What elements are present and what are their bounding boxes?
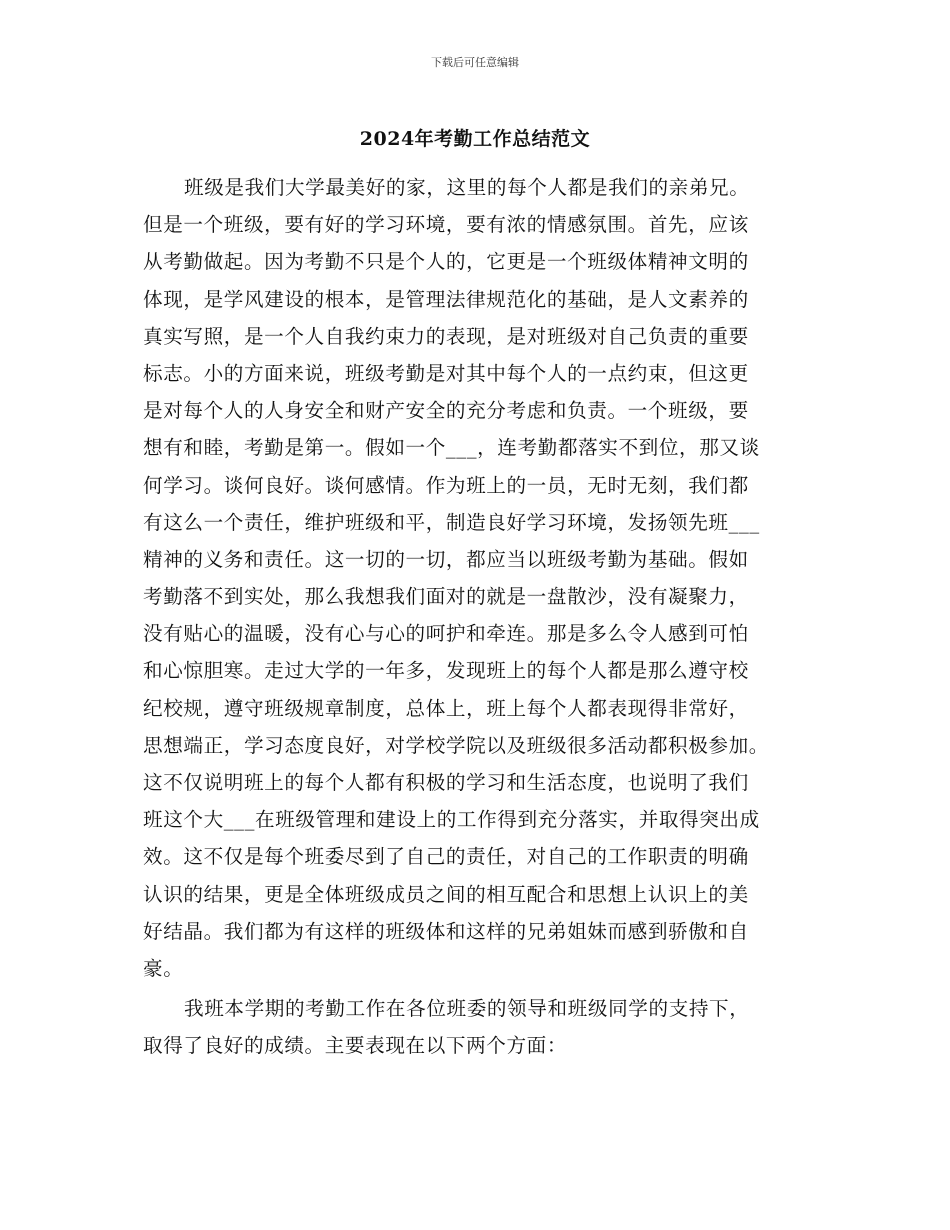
paragraph-line: 考勤落不到实处，那么我想我们面对的就是一盘散沙，没有凝聚力， [143, 585, 749, 609]
paragraph-line: 认识的结果，更是全体班级成员之间的相互配合和思想上认识上的美 [143, 882, 749, 906]
paragraph-line: 纪校规，遵守班级规章制度，总体上，班上每个人都表现得非常好， [143, 696, 749, 720]
paragraph-line: 从考勤做起。因为考勤不只是个人的，它更是一个班级体精神文明的 [143, 250, 749, 274]
paragraph-line: 豪。 [143, 956, 184, 980]
paragraph-line: 这不仅说明班上的每个人都有积极的学习和生活态度，也说明了我们 [143, 771, 749, 794]
paragraph-2 [143, 990, 823, 1064]
paragraph-line: 精神的义务和责任。这一切的一切，都应当以班级考勤为基础。假如 [143, 547, 749, 571]
paragraph-line: 效。这不仅是每个班委尽到了自己的责任，对自己的工作职责的明确 [143, 845, 749, 869]
paragraph-line: 体现，是学风建设的根本，是管理法律规范化的基础，是人文素养的 [143, 287, 749, 311]
paragraph-line: 真实写照，是一个人自我约束力的表现，是对班级对自己负责的重要 [143, 324, 749, 348]
paragraph-line: 和心惊胆寒。走过大学的一年多，发现班上的每个人都是那么遵守校 [143, 659, 749, 683]
paragraph-line: 班级是我们大学最美好的家，这里的每个人都是我们的亲弟兄。 [184, 176, 750, 199]
paragraph-line: 有这么一个责任，维护班级和平，制造良好学习环境，发扬领先班___ [143, 510, 760, 534]
paragraph-line: 没有贴心的温暖，没有心与心的呵护和牵连。那是多么令人感到可怕 [143, 622, 749, 646]
paragraph-line: 想有和睦，考勤是第一。假如一个___，连考勤都落实不到位，那又谈 [143, 436, 760, 460]
paragraph-line: 但是一个班级，要有好的学习环境，要有浓的情感氛围。首先，应该 [143, 213, 749, 237]
page-header-note: 下载后可任意编辑 [431, 56, 519, 69]
paragraph-line: 班这个大___在班级管理和建设上的工作得到充分落实，并取得突出成 [143, 808, 760, 832]
paragraph-line: 标志。小的方面来说，班级考勤是对其中每个人的一点约束，但这更 [143, 361, 749, 385]
document-title: 2024年考勤工作总结范文 [359, 128, 591, 150]
paragraph-line: 取得了良好的成绩。主要表现在以下两个方面： [143, 1034, 568, 1058]
paragraph-line: 思想端正，学习态度良好，对学校学院以及班级很多活动都积极参加。 [143, 733, 770, 757]
paragraph-line: 何学习。谈何良好。谈何感情。作为班上的一员，无时无刻，我们都 [143, 473, 749, 497]
paragraph-line: 我班本学期的考勤工作在各位班委的领导和班级同学的支持下， [184, 997, 750, 1020]
paragraph-1 [143, 169, 823, 987]
paragraph-line: 是对每个人的人身安全和财产安全的充分考虑和负责。一个班级，要 [143, 399, 749, 423]
paragraph-line: 好结晶。我们都为有这样的班级体和这样的兄弟姐妹而感到骄傲和自 [143, 919, 749, 943]
